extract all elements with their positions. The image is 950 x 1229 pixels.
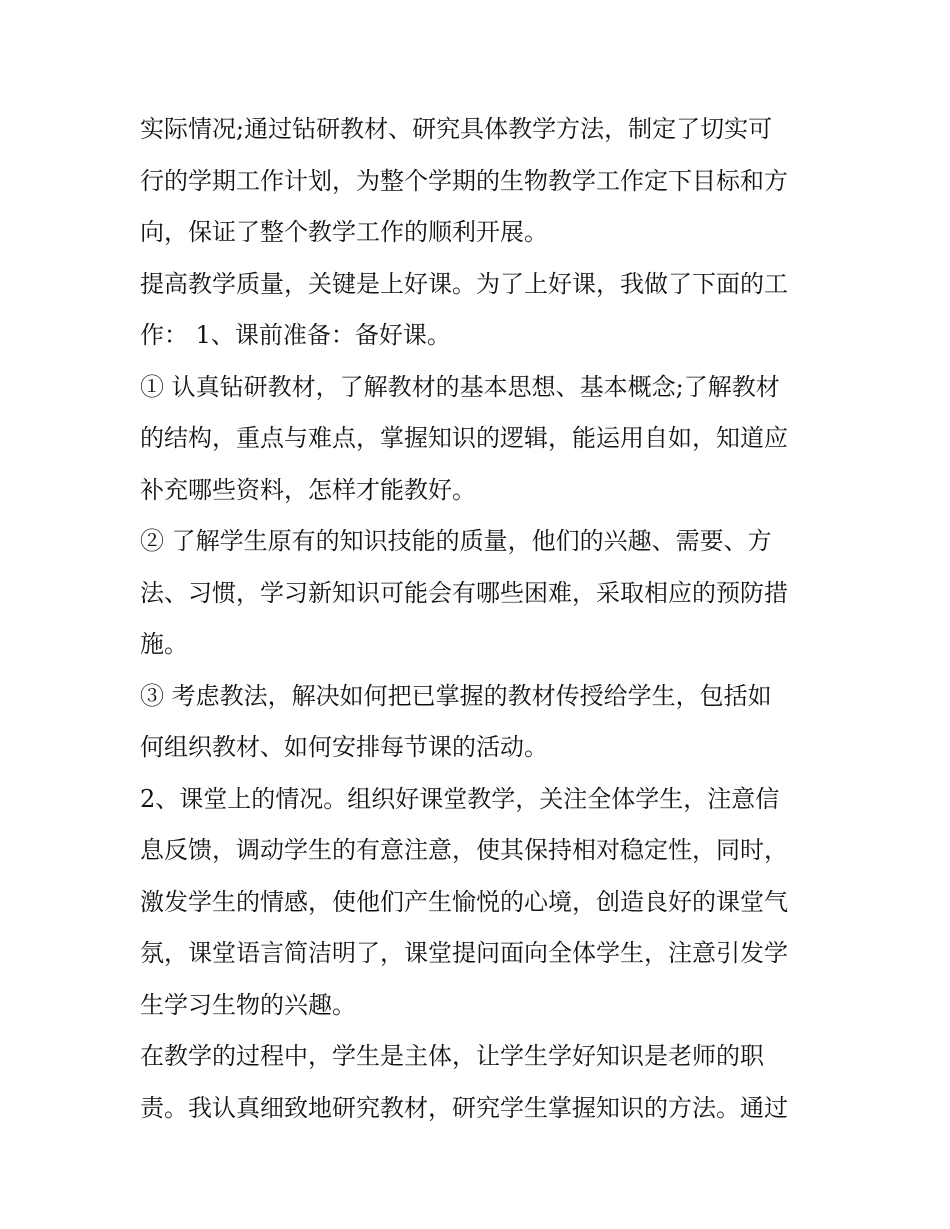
text-line: 息反馈，调动学生的有意注意，使其保持相对稳定性，同时， (140, 836, 788, 864)
text-line: 在教学的过程中，学生是主体，让学生学好知识是老师的职 (140, 1042, 764, 1070)
text-line: 生学习生物的兴趣。 (140, 990, 356, 1019)
text-line: 补充哪些资料，怎样才能教好。 (140, 475, 476, 504)
document-body (140, 104, 812, 1134)
text-line: 激发学生的情感，使他们产生愉悦的心境，创造良好的课堂气 (140, 887, 788, 916)
text-line: 提高教学质量，关键是上好课。为了上好课，我做了下面的工 (140, 269, 788, 298)
text-line: 2、课堂上的情况。组织好课堂教学，关注全体学生，注意信 (140, 784, 780, 813)
text-line: 施。 (140, 630, 188, 658)
text-line: 氛，课堂语言简洁明了，课堂提问面向全体学生，注意引发学 (140, 939, 788, 967)
text-line: ① 认真钻研教材，了解教材的基本思想、基本概念;了解教材 (140, 372, 780, 401)
text-line: 责。我认真细致地研究教材，研究学生掌握知识的方法。通过 (140, 1093, 788, 1122)
text-line: 作： 1、课前准备：备好课。 (140, 321, 451, 349)
text-line: 法、习惯，学习新知识可能会有哪些困难，采取相应的预防措 (140, 578, 788, 607)
text-line: 何组织教材、如何安排每节课的活动。 (140, 733, 548, 761)
text-line: 实际情况;通过钻研教材、研究具体教学方法，制定了切实可 (140, 115, 773, 143)
text-line: 的结构，重点与难点，掌握知识的逻辑，能运用自如，知道应 (140, 424, 788, 452)
text-line: ② 了解学生原有的知识技能的质量，他们的兴趣、需要、方 (140, 527, 772, 555)
text-line: ③ 考虑教法，解决如何把已掌握的教材传授给学生，包括如 (140, 681, 772, 710)
text-line: 行的学期工作计划，为整个学期的生物教学工作定下目标和方 (140, 166, 788, 195)
text-line: 向，保证了整个教学工作的顺利开展。 (140, 218, 548, 246)
